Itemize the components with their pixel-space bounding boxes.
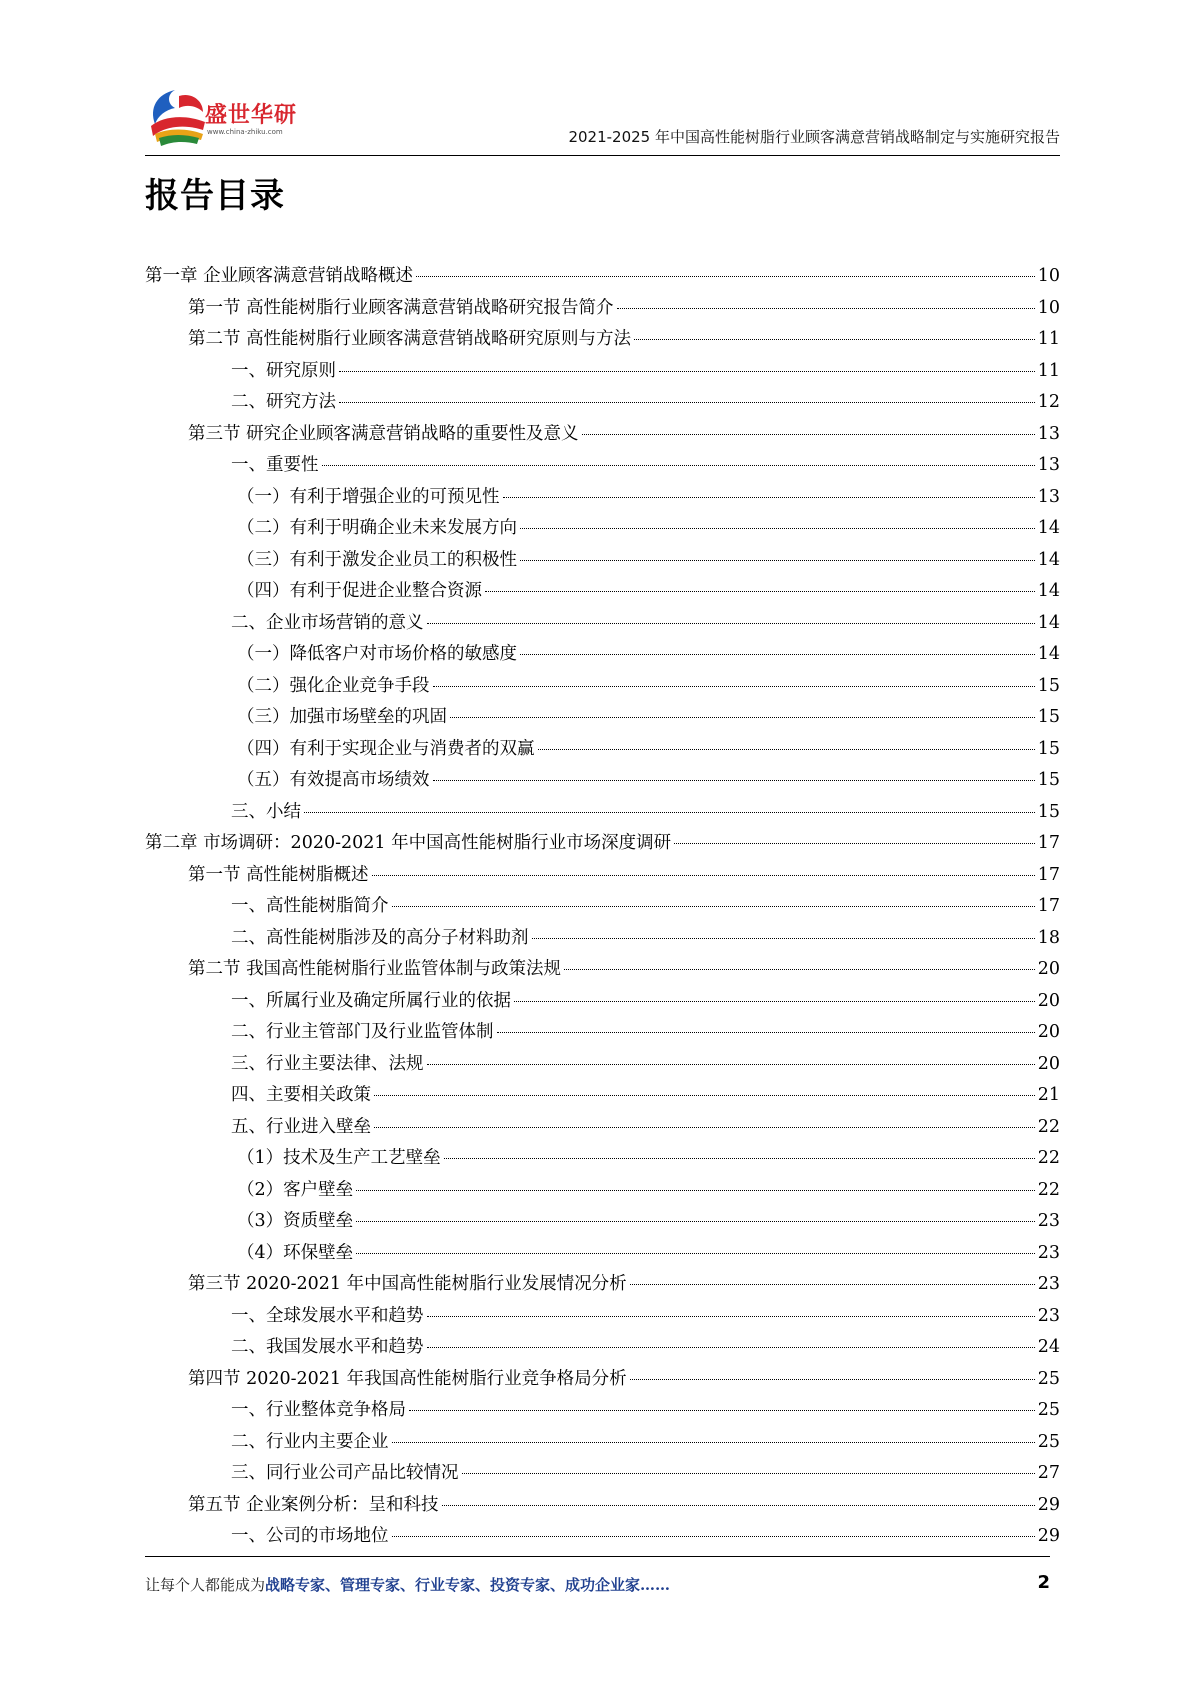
toc-entry-page: 15 [1037, 801, 1060, 822]
toc-entry[interactable] [145, 1050, 1060, 1082]
toc-entry-label: 四、主要相关政策 [231, 1085, 371, 1105]
toc-dot-leader [339, 371, 1035, 372]
toc-entry-page: 23 [1037, 1242, 1060, 1263]
toc-dot-leader [433, 780, 1035, 781]
toc-entry[interactable] [145, 357, 1060, 389]
toc-entry-label: 一、行业整体竞争格局 [231, 1400, 406, 1420]
toc-dot-leader [634, 339, 1035, 340]
toc-entry[interactable] [145, 388, 1060, 420]
toc-dot-leader [356, 1190, 1035, 1191]
toc-entry-label: 二、企业市场营销的意义 [231, 612, 424, 633]
logo-url: www.china-zhiku.com [207, 128, 283, 136]
toc-entry-page: 15 [1037, 738, 1060, 759]
toc-entry-label: 第三节 2020-2021 年中国高性能树脂行业发展情况分析 [188, 1274, 627, 1294]
toc-entry-page: 21 [1037, 1085, 1060, 1105]
header-divider [145, 155, 1060, 156]
toc-dot-leader [582, 434, 1035, 435]
toc-entry-label: 一、全球发展水平和趋势 [231, 1305, 424, 1326]
toc-entry-page: 14 [1037, 612, 1060, 633]
toc-entry-page: 25 [1037, 1431, 1060, 1452]
toc-entry[interactable] [145, 546, 1060, 578]
toc-entry-label: （四）有利于促进企业整合资源 [237, 581, 482, 601]
toc-dot-leader [374, 1127, 1035, 1128]
report-title: 2021-2025 年中国高性能树脂行业顾客满意营销战略制定与实施研究报告 [568, 128, 1060, 146]
toc-entry-page: 29 [1037, 1494, 1060, 1515]
toc-entry[interactable] [145, 1396, 1060, 1428]
toc-dot-leader [564, 969, 1035, 970]
toc-entry-label: 五、行业进入壁垒 [231, 1116, 371, 1137]
toc-entry-page: 22 [1037, 1179, 1060, 1200]
toc-entry-page: 14 [1037, 518, 1060, 538]
toc-dot-leader [520, 528, 1035, 529]
toc-entry[interactable] [145, 1113, 1060, 1145]
toc-dot-leader [356, 1253, 1035, 1254]
toc-entry[interactable] [145, 892, 1060, 924]
toc-entry[interactable] [145, 766, 1060, 798]
logo-mark-icon [145, 86, 209, 148]
toc-entry[interactable] [145, 672, 1060, 704]
toc-entry-label: 第一章 企业顾客满意营销战略概述 [145, 266, 414, 286]
toc-dot-leader [416, 276, 1035, 277]
toc-dot-leader [450, 717, 1035, 718]
toc-entry-page: 25 [1037, 1368, 1060, 1389]
toc-entry-label: （三）加强市场壁垒的巩固 [237, 707, 447, 727]
page-number: 2 [1037, 1572, 1050, 1593]
toc-dot-leader [514, 1001, 1035, 1002]
toc-entry-page: 22 [1037, 1116, 1060, 1137]
toc-heading: 报告目录 [145, 176, 285, 216]
toc-dot-leader [339, 402, 1035, 403]
toc-entry[interactable] [145, 1018, 1060, 1050]
toc-entry[interactable] [145, 1365, 1060, 1397]
toc-dot-leader [392, 1536, 1035, 1537]
toc-dot-leader [427, 623, 1035, 624]
toc-entry-page: 24 [1037, 1337, 1060, 1357]
toc-entry-label: 三、小结 [231, 801, 301, 822]
toc-dot-leader [372, 875, 1035, 876]
toc-dot-leader [532, 938, 1035, 939]
toc-entry[interactable] [145, 1459, 1060, 1491]
toc-entry[interactable] [145, 1144, 1060, 1176]
toc-entry-label: 第四节 2020-2021 年我国高性能树脂行业竞争格局分析 [188, 1368, 627, 1389]
toc-entry-label: 一、公司的市场地位 [231, 1526, 389, 1546]
toc-entry-page: 25 [1037, 1400, 1060, 1420]
toc-entry[interactable] [145, 798, 1060, 830]
toc-entry-label: 二、研究方法 [231, 392, 336, 412]
toc-entry-page: 20 [1037, 1053, 1060, 1074]
toc-entry[interactable] [145, 420, 1060, 452]
toc-entry-label: （四）有利于实现企业与消费者的双赢 [237, 738, 535, 759]
toc-dot-leader [427, 1316, 1035, 1317]
toc-entry[interactable] [145, 1491, 1060, 1523]
toc-entry[interactable] [145, 483, 1060, 515]
toc-entry-page: 14 [1037, 581, 1060, 601]
toc-entry[interactable] [145, 735, 1060, 767]
toc-dot-leader [538, 749, 1035, 750]
toc-entry[interactable] [145, 577, 1060, 609]
toc-entry-page: 15 [1037, 707, 1060, 727]
toc-entry[interactable] [145, 262, 1060, 294]
toc-entry[interactable] [145, 1239, 1060, 1271]
toc-entry[interactable] [145, 1428, 1060, 1460]
toc-dot-leader [409, 1410, 1035, 1411]
toc-dot-leader [617, 308, 1035, 309]
toc-entry-page: 15 [1037, 770, 1060, 790]
toc-entry-page: 23 [1037, 1211, 1060, 1231]
footer-slogan [145, 1574, 670, 1595]
toc-dot-leader [322, 465, 1035, 466]
toc-entry-page: 17 [1037, 896, 1060, 916]
toc-entry[interactable] [145, 294, 1060, 326]
toc-entry-page: 15 [1037, 675, 1060, 696]
toc-dot-leader [304, 812, 1035, 813]
toc-dot-leader [356, 1221, 1035, 1222]
toc-dot-leader [520, 560, 1035, 561]
toc-entry-label: （三）有利于激发企业员工的积极性 [237, 549, 517, 570]
toc-entry[interactable] [145, 1522, 1060, 1554]
toc-entry[interactable] [145, 955, 1060, 987]
toc-dot-leader [497, 1032, 1035, 1033]
toc-dot-leader [630, 1284, 1035, 1285]
toc-entry-page: 20 [1037, 959, 1060, 979]
toc-entry[interactable] [145, 451, 1060, 483]
toc-entry-label: （2）客户壁垒 [237, 1179, 354, 1200]
toc-dot-leader [520, 654, 1035, 655]
toc-entry-label: （4）环保壁垒 [237, 1242, 354, 1263]
toc-dot-leader [427, 1064, 1035, 1065]
toc-entry-label: 一、高性能树脂简介 [231, 896, 389, 916]
toc-dot-leader [485, 591, 1035, 592]
toc-dot-leader [630, 1379, 1035, 1380]
toc-entry-label: 第一节 高性能树脂行业顾客满意营销战略研究报告简介 [188, 297, 614, 318]
toc-entry[interactable] [145, 1176, 1060, 1208]
toc-entry[interactable] [145, 1270, 1060, 1302]
toc-entry-label: 二、行业内主要企业 [231, 1431, 389, 1452]
toc-entry[interactable] [145, 640, 1060, 672]
toc-entry-label: 二、行业主管部门及行业监管体制 [231, 1022, 494, 1042]
toc-entry-label: （二）强化企业竞争手段 [237, 675, 430, 696]
toc-dot-leader [392, 1442, 1035, 1443]
toc-entry-label: （二）有利于明确企业未来发展方向 [237, 518, 517, 538]
toc-entry-label: 二、高性能树脂涉及的高分子材料助剂 [231, 927, 529, 948]
toc-entry-label: 第三节 研究企业顾客满意营销战略的重要性及意义 [188, 423, 579, 444]
footer-slogan-highlight: 战略专家、管理专家、行业专家、投资专家、成功企业家…… [265, 1576, 671, 1594]
toc-entry-label: 第一节 高性能树脂概述 [188, 864, 369, 885]
toc-entry[interactable] [145, 1333, 1060, 1365]
toc-entry-page: 23 [1037, 1274, 1060, 1294]
toc-entry-label: 三、同行业公司产品比较情况 [231, 1463, 459, 1483]
toc-entry-label: （五）有效提高市场绩效 [237, 770, 430, 790]
toc-entry-page: 17 [1037, 864, 1060, 885]
toc-entry[interactable] [145, 829, 1060, 861]
toc-entry[interactable] [145, 987, 1060, 1019]
toc-entry-label: 三、行业主要法律、法规 [231, 1053, 424, 1074]
toc-entry[interactable] [145, 703, 1060, 735]
toc-entry-page: 10 [1037, 266, 1060, 286]
toc-dot-leader [462, 1473, 1035, 1474]
toc-entry-page: 18 [1037, 927, 1060, 948]
toc-entry-page: 13 [1037, 486, 1060, 507]
page-header [145, 80, 1060, 158]
toc-entry-label: 第二节 高性能树脂行业顾客满意营销战略研究原则与方法 [188, 329, 632, 349]
toc-entry-page: 29 [1037, 1526, 1060, 1546]
toc-entry-page: 14 [1037, 549, 1060, 570]
toc-entry-page: 20 [1037, 1022, 1060, 1042]
toc-entry[interactable] [145, 609, 1060, 641]
toc-entry-page: 10 [1037, 297, 1060, 318]
toc-dot-leader [674, 843, 1035, 844]
footer-divider [145, 1556, 1050, 1557]
toc-entry-label: 第二章 市场调研：2020-2021 年中国高性能树脂行业市场深度调研 [145, 833, 672, 853]
company-logo [145, 86, 315, 148]
toc-entry[interactable] [145, 861, 1060, 893]
toc-entry-page: 13 [1037, 423, 1060, 444]
toc-entry-label: （1）技术及生产工艺壁垒 [237, 1148, 441, 1168]
toc-entry-label: 一、研究原则 [231, 360, 336, 381]
toc-dot-leader [433, 686, 1035, 687]
toc-entry[interactable] [145, 1207, 1060, 1239]
toc-dot-leader [392, 906, 1035, 907]
toc-entry[interactable] [145, 325, 1060, 357]
toc-entry-page: 14 [1037, 644, 1060, 664]
toc-entry[interactable] [145, 1081, 1060, 1113]
toc-dot-leader [427, 1347, 1035, 1348]
toc-entry-label: 一、所属行业及确定所属行业的依据 [231, 990, 511, 1011]
toc-dot-leader [442, 1505, 1035, 1506]
toc-entry-label: 二、我国发展水平和趋势 [231, 1337, 424, 1357]
footer-slogan-prefix: 让每个人都能成为 [145, 1576, 266, 1594]
toc-dot-leader [374, 1095, 1035, 1096]
toc-entry-label: （3）资质壁垒 [237, 1211, 354, 1231]
toc-entry-label: （一）有利于增强企业的可预见性 [237, 486, 500, 507]
toc-dot-leader [503, 497, 1035, 498]
toc-entry-page: 27 [1037, 1463, 1060, 1483]
toc-entry-page: 17 [1037, 833, 1060, 853]
toc-entry-page: 11 [1037, 329, 1060, 349]
toc-entry-page: 11 [1037, 360, 1060, 381]
toc-entry-page: 23 [1037, 1305, 1060, 1326]
toc-entry[interactable] [145, 924, 1060, 956]
table-of-contents [145, 262, 1060, 1554]
toc-entry-label: （一）降低客户对市场价格的敏感度 [237, 644, 517, 664]
logo-name: 盛世华研 [205, 103, 298, 128]
toc-entry-page: 20 [1037, 990, 1060, 1011]
toc-entry-page: 13 [1037, 455, 1060, 475]
toc-entry-page: 12 [1037, 392, 1060, 412]
toc-entry-page: 22 [1037, 1148, 1060, 1168]
toc-entry-label: 第二节 我国高性能树脂行业监管体制与政策法规 [188, 959, 562, 979]
toc-entry-label: 第五节 企业案例分析：呈和科技 [188, 1494, 439, 1515]
toc-entry[interactable] [145, 1302, 1060, 1334]
toc-dot-leader [444, 1158, 1035, 1159]
toc-entry-label: 一、重要性 [231, 455, 319, 475]
toc-entry[interactable] [145, 514, 1060, 546]
